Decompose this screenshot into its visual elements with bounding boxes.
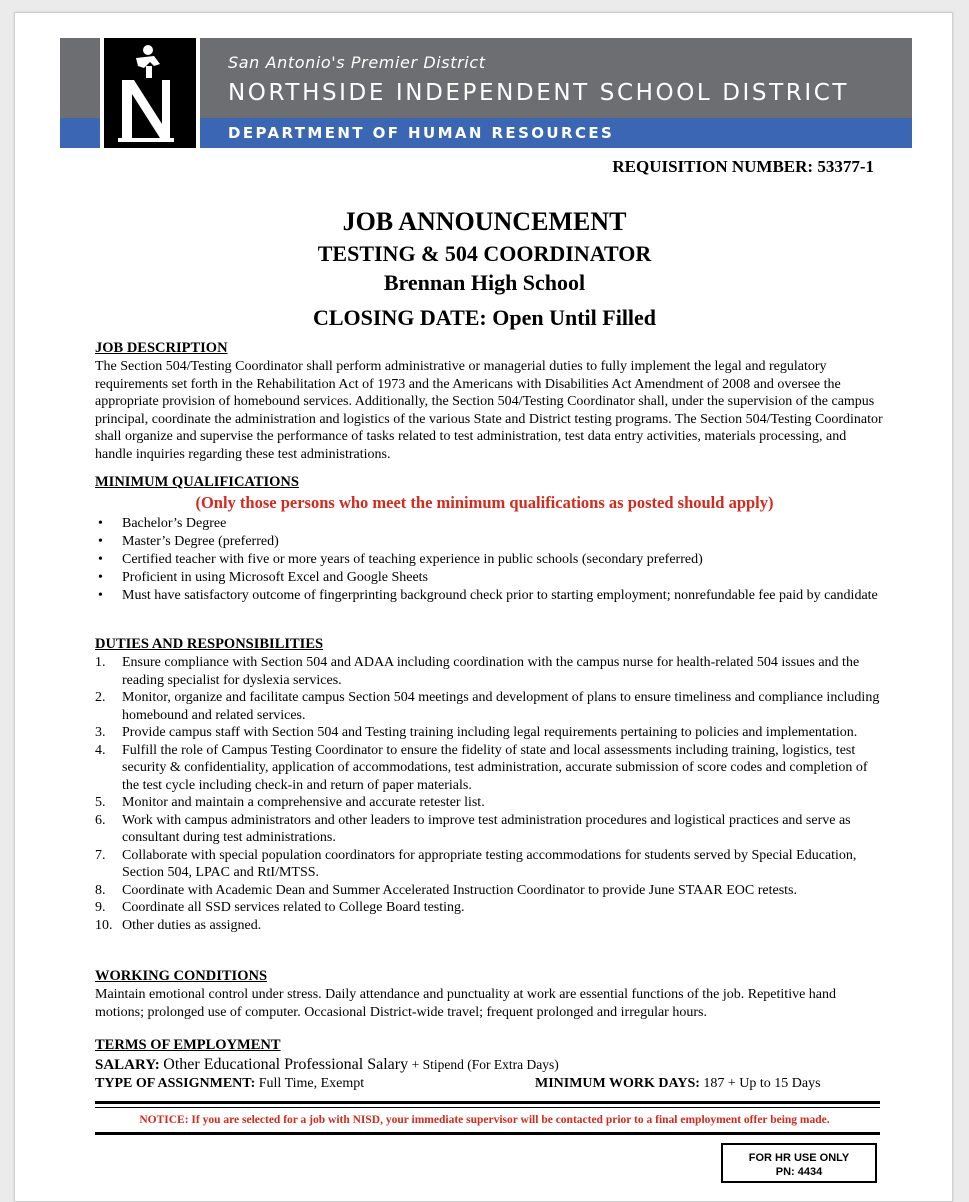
duties-heading: DUTIES AND RESPONSIBILITIES <box>95 636 324 652</box>
list-item: 4. Fulfill the role of Campus Testing Coordinator to ensure the fidelity of state and local assessments including training, logistics, test security & confidentiality, application of accommodations, test administration, accurate submission of score codes and completion of the test cycle including check-in and return of paper materials. <box>95 742 868 793</box>
list-item: 10. Other duties as assigned. <box>95 917 262 933</box>
working-conditions-text: Maintain emotional control under stress. Daily attendance and punctuality at work are essential functions of the job. Repetitive hand motions; prolonged use of computer. Occasional District-wide travel; frequent prolonged and irregular hours. <box>95 987 837 1020</box>
list-item: 5. Monitor and maintain a comprehensive and accurate retester list. <box>95 795 485 810</box>
job-description-heading: JOB DESCRIPTION <box>95 340 228 356</box>
terms-heading: TERMS OF EMPLOYMENT <box>95 1037 281 1053</box>
assignment-label: TYPE OF ASSIGNMENT: <box>95 1076 256 1091</box>
hr-box-pn: PN: 4434 <box>775 1166 823 1178</box>
list-item: • Master’s Degree (preferred) <box>98 534 279 549</box>
district-name: NORTHSIDE INDEPENDENT SCHOOL DISTRICT <box>228 80 850 106</box>
min-days-line <box>535 1076 821 1092</box>
list-item: • Bachelor’s Degree <box>98 516 227 531</box>
header-banner <box>60 38 912 150</box>
list-item: • Must have satisfactory outcome of fingerprinting background check prior to starting employment; nonrefundable fee paid by candidate <box>98 588 878 603</box>
divider <box>95 1101 880 1104</box>
salary-label: SALARY: <box>95 1057 160 1073</box>
list-item: 9. Coordinate all SSD services related to College Board testing. <box>95 900 465 915</box>
list-item: • Proficient in using Microsoft Excel and Google Sheets <box>98 570 428 585</box>
list-item: 7. Collaborate with special population coordinators for appropriate testing accommodations for students served by Special Education, Section 504, LPAC and RtI/MTSS. <box>95 847 857 880</box>
department-name: DEPARTMENT OF HUMAN RESOURCES <box>228 124 615 142</box>
duties-list <box>95 654 885 934</box>
list-item: • Certified teacher with five or more years of teaching experience in public schools (secondary preferred) <box>98 552 703 567</box>
page-title: JOB ANNOUNCEMENT <box>342 207 627 236</box>
hr-box-label: FOR HR USE ONLY <box>748 1152 850 1164</box>
requisition-number: REQUISITION NUMBER: 53377-1 <box>612 157 874 176</box>
salary-line <box>95 1056 885 1074</box>
qualifications-note: (Only those persons who meet the minimum qualifications as posted should apply) <box>195 493 774 512</box>
divider <box>95 1132 880 1135</box>
list-item: 6. Work with campus administrators and other leaders to improve test administration procedures and logistical practices and serve as consultant during test administrations. <box>95 812 851 845</box>
hr-use-box <box>721 1143 877 1183</box>
list-item: 3. Provide campus staff with Section 504 and Testing training including legal requirements pertaining to policies and implementation. <box>95 725 858 740</box>
qualifications-heading: MINIMUM QUALIFICATIONS <box>95 474 299 490</box>
min-days-label: MINIMUM WORK DAYS: <box>535 1076 700 1091</box>
salary-extra: + Stipend (For Extra Days) <box>411 1057 559 1072</box>
notice-text: NOTICE: If you are selected for a job with NISD, your immediate supervisor will be contacted prior to a final employment offer being made. <box>139 1114 830 1126</box>
qualifications-list <box>95 515 885 605</box>
salary-value: Other Educational Professional Salary <box>163 1056 409 1073</box>
assignment-value: Full Time, Exempt <box>258 1076 365 1091</box>
closing-date: CLOSING DATE: Open Until Filled <box>312 305 657 330</box>
list-item: 8. Coordinate with Academic Dean and Summer Accelerated Instruction Coordinator to provide June STAAR EOC retests. <box>95 882 797 898</box>
document-page <box>14 12 953 1202</box>
list-item: 1. Ensure compliance with Section 504 and ADAA including coordination with the campus nurse for health-related 504 issues and the reading specialist for dyslexia services. <box>95 655 860 688</box>
job-description-text: The Section 504/Testing Coordinator shall perform administrative or managerial duties to fully implement the legal and regulatory requirements set forth in the Rehabilitation Act of 1973 and the Americans with Disabilities Act Amendment of 2008 and oversee the appropriate provision of homebound services. Additionally, the Section 504/Testing Coordinator shall, under the supervision of the campus principal, coordinate the administration and logistics of the various State and District testing programs. The Section 504/Testing Coordinator shall organize and supervise the performance of tasks related to test administration, test data entry activities, materials processing, and handle inquiries regarding these test administrations. <box>95 359 883 462</box>
district-tagline: San Antonio's Premier District <box>228 53 486 72</box>
min-days-value: 187 + Up to 15 Days <box>703 1076 821 1091</box>
nisd-logo-icon <box>100 38 200 148</box>
school-name: Brennan High School <box>383 270 586 295</box>
list-item: 2. Monitor, organize and facilitate campus Section 504 meetings and development of plans to ensure timeliness and compliance including homebound and related services. <box>95 690 880 723</box>
working-conditions-heading: WORKING CONDITIONS <box>95 968 268 984</box>
job-title: TESTING & 504 COORDINATOR <box>317 241 652 266</box>
divider <box>95 1107 880 1108</box>
